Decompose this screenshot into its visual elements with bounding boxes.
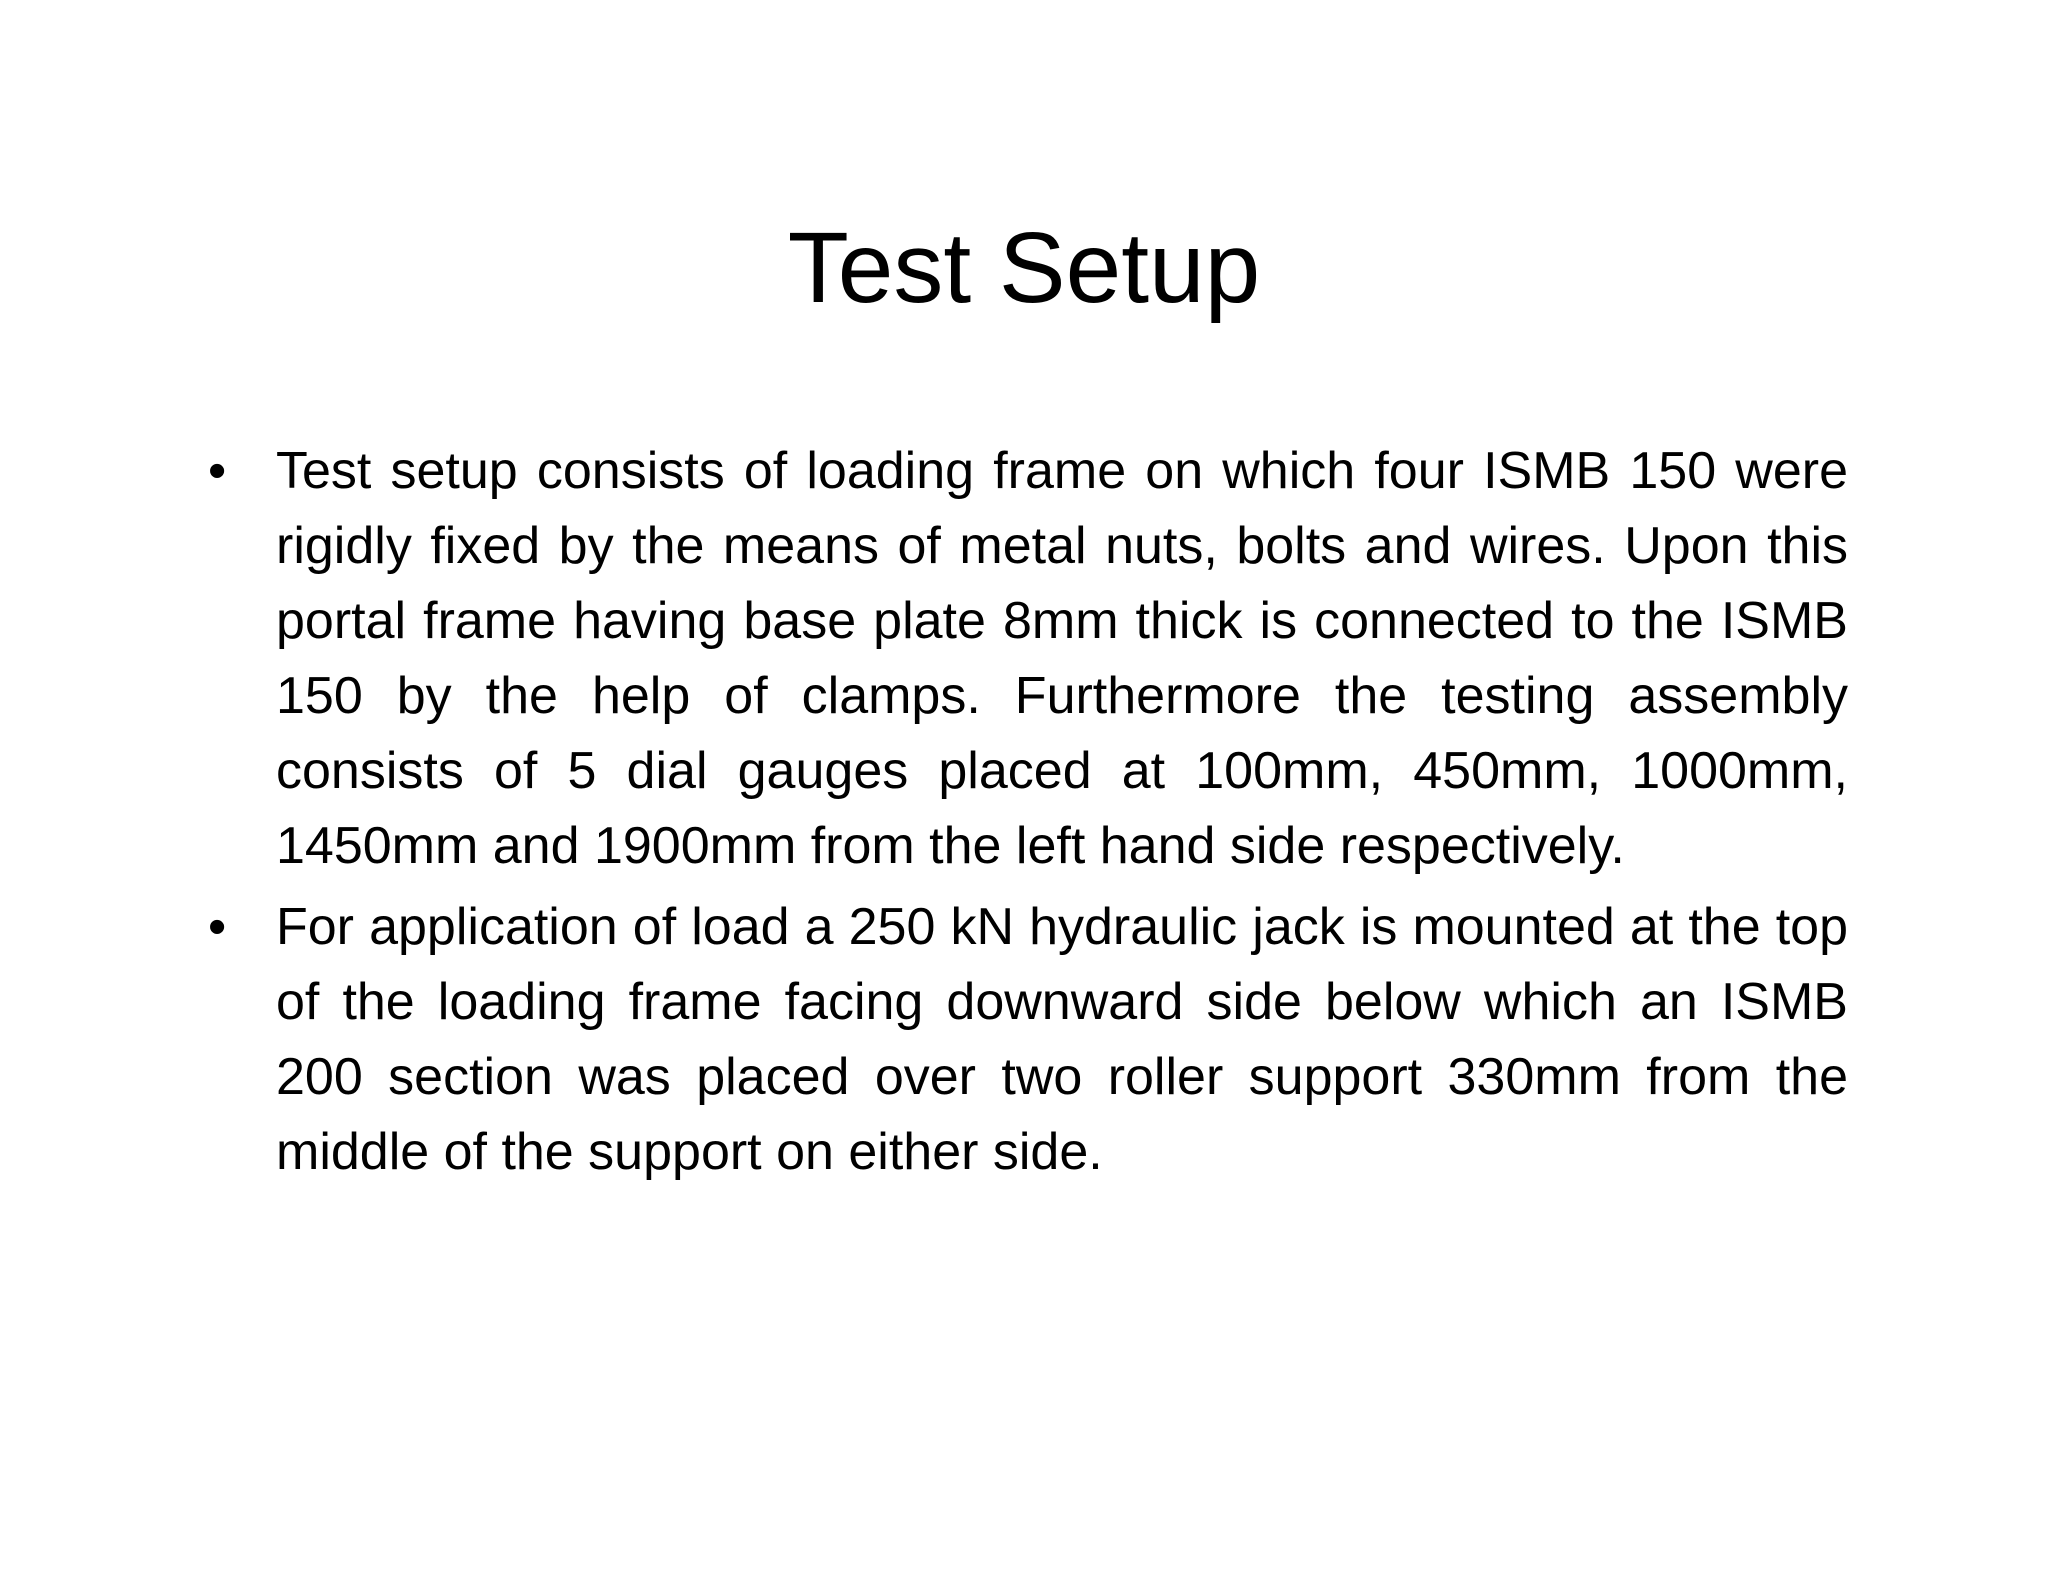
- bullet-marker: •: [208, 898, 227, 956]
- bullet-text: For application of load a 250 kN hydraulic jack is mounted at the top of the loading frame facing downward side below which an ISMB 200 section was placed over two roller support 330mm from the middle of the support on either side.: [276, 898, 1848, 1181]
- bullet-marker: •: [208, 442, 227, 500]
- bullet-item-setup: [200, 434, 1848, 884]
- bullet-item-load: [200, 890, 1848, 1190]
- slide-title: Test Setup: [787, 212, 1261, 324]
- bullet-text: Test setup consists of loading frame on which four ISMB 150 were rigidly fixed by the means of metal nuts, bolts and wires. Upon this portal frame having base plate 8mm thick is connected to the ISMB 150 by the help of clamps. Furthermore the testing assembly consists of 5 dial gauges placed at 100mm, 450mm, 1000mm, 1450mm and 1900mm from the left hand side respectively.: [276, 442, 1848, 875]
- bullet-list: [200, 434, 1848, 1196]
